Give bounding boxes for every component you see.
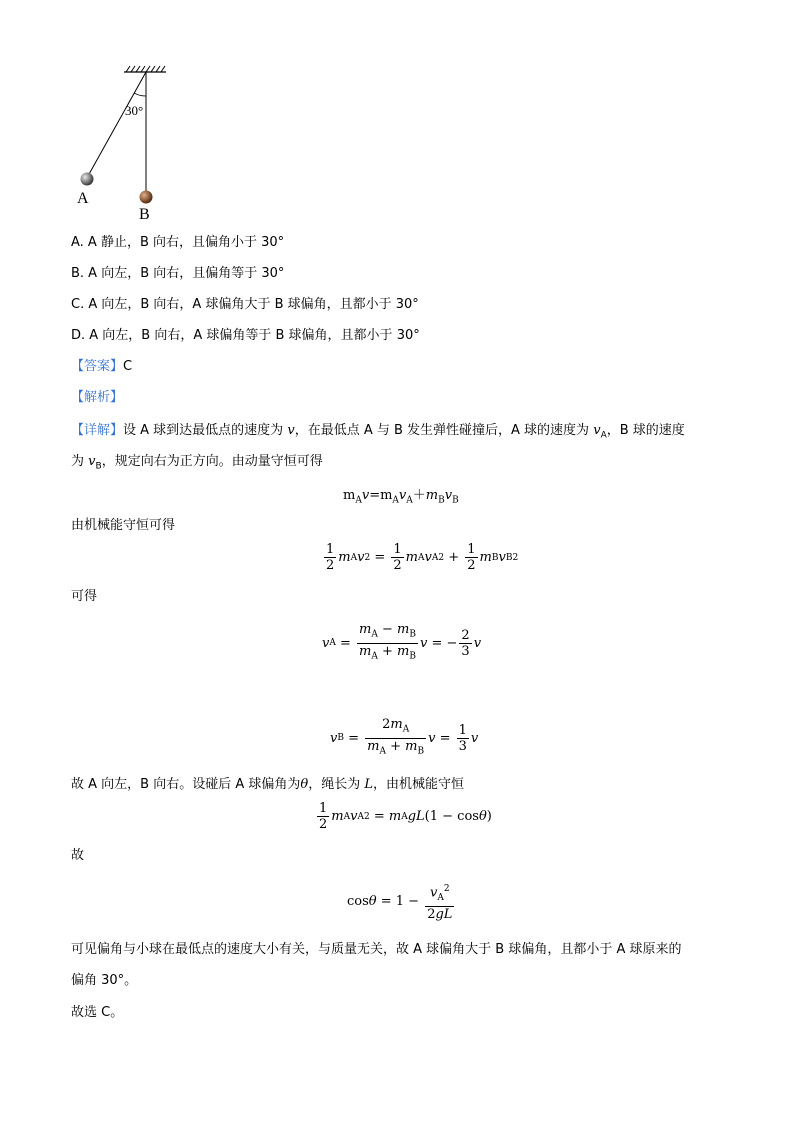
- final-line-1: 可见偏角与小球在最低点的速度大小有关，与质量无关，故 A 球偏角大于 B 球偏角，且都小于 A 球原来的: [71, 942, 682, 957]
- momentum-equation: $m_Av=m_Av_A+m_Bv_B$: [343, 488, 459, 506]
- final-line-2: 偏角 30°。: [71, 973, 138, 988]
- answer-tag: 【答案】: [71, 359, 124, 374]
- gu-text: 故: [71, 848, 85, 863]
- detail-line-2: 为 $v_B$，规定向右为正方向。由动量守恒可得: [71, 454, 323, 472]
- ceiling-hatching: [126, 66, 165, 72]
- analysis-tag: 【解析】: [71, 390, 124, 405]
- option-b: B. A 向左，B 向右，且偏角等于 30°: [71, 266, 285, 281]
- conclusion-line: 故 A 向左，B 向右。设碰后 A 球偏角为θ，绳长为 L，由机械能守恒: [71, 777, 465, 792]
- keyi-text: 可得: [71, 589, 98, 604]
- option-c: C. A 向左，B 向右，A 球偏角大于 B 球偏角，且都小于 30°: [71, 297, 419, 312]
- angle-arc: [134, 93, 146, 96]
- detail-line-1: 【详解】设 A 球到达最低点的速度为 v，在最低点 A 与 B 发生弹性碰撞后，A 球的速度为 $v_A$，B 球的速度: [71, 423, 685, 441]
- ball-a-label: A: [77, 190, 89, 207]
- energy-text: 由机械能守恒可得: [71, 518, 176, 533]
- ball-b: [140, 191, 153, 204]
- vb-equation: v B = $\frac{2m_A}{m_A + m_B}$ v = $\frac{1}{3}$ v: [330, 717, 479, 757]
- energy-equation: $\frac{1}{2}$ m A v 2 = $\frac{1}{2}$ m A v A 2 + $\frac{1}{2}$ m B v B 2: [326, 542, 519, 573]
- option-d: D. A 向左，B 向右，A 球偏角等于 B 球偏角，且都小于 30°: [71, 328, 420, 343]
- ball-a: [81, 173, 94, 186]
- answer-line: [71, 357, 132, 377]
- option-a: A. A 静止，B 向右，且偏角小于 30°: [71, 235, 285, 250]
- va-equation: v A = $\frac{m_A - m_B}{m_A + m_B}$ v = − $\frac{2}{3}$ v: [322, 622, 482, 662]
- pendulum-figure: [71, 62, 191, 222]
- ball-b-label: B: [139, 206, 150, 222]
- angle-energy-equation: $\frac{1}{2}$ m A v A 2 = m A gL (1 − cos θ ): [319, 801, 492, 832]
- cos-theta-equation: cos θ = 1 − $\frac{v_A^2}{2gL}$: [347, 884, 453, 922]
- answer-value: C: [123, 359, 133, 374]
- detail-tag: 【详解】: [71, 423, 124, 438]
- choose-line: 故选 C。: [71, 1005, 124, 1020]
- angle-label: 30°: [125, 103, 144, 118]
- string-a: [88, 72, 146, 176]
